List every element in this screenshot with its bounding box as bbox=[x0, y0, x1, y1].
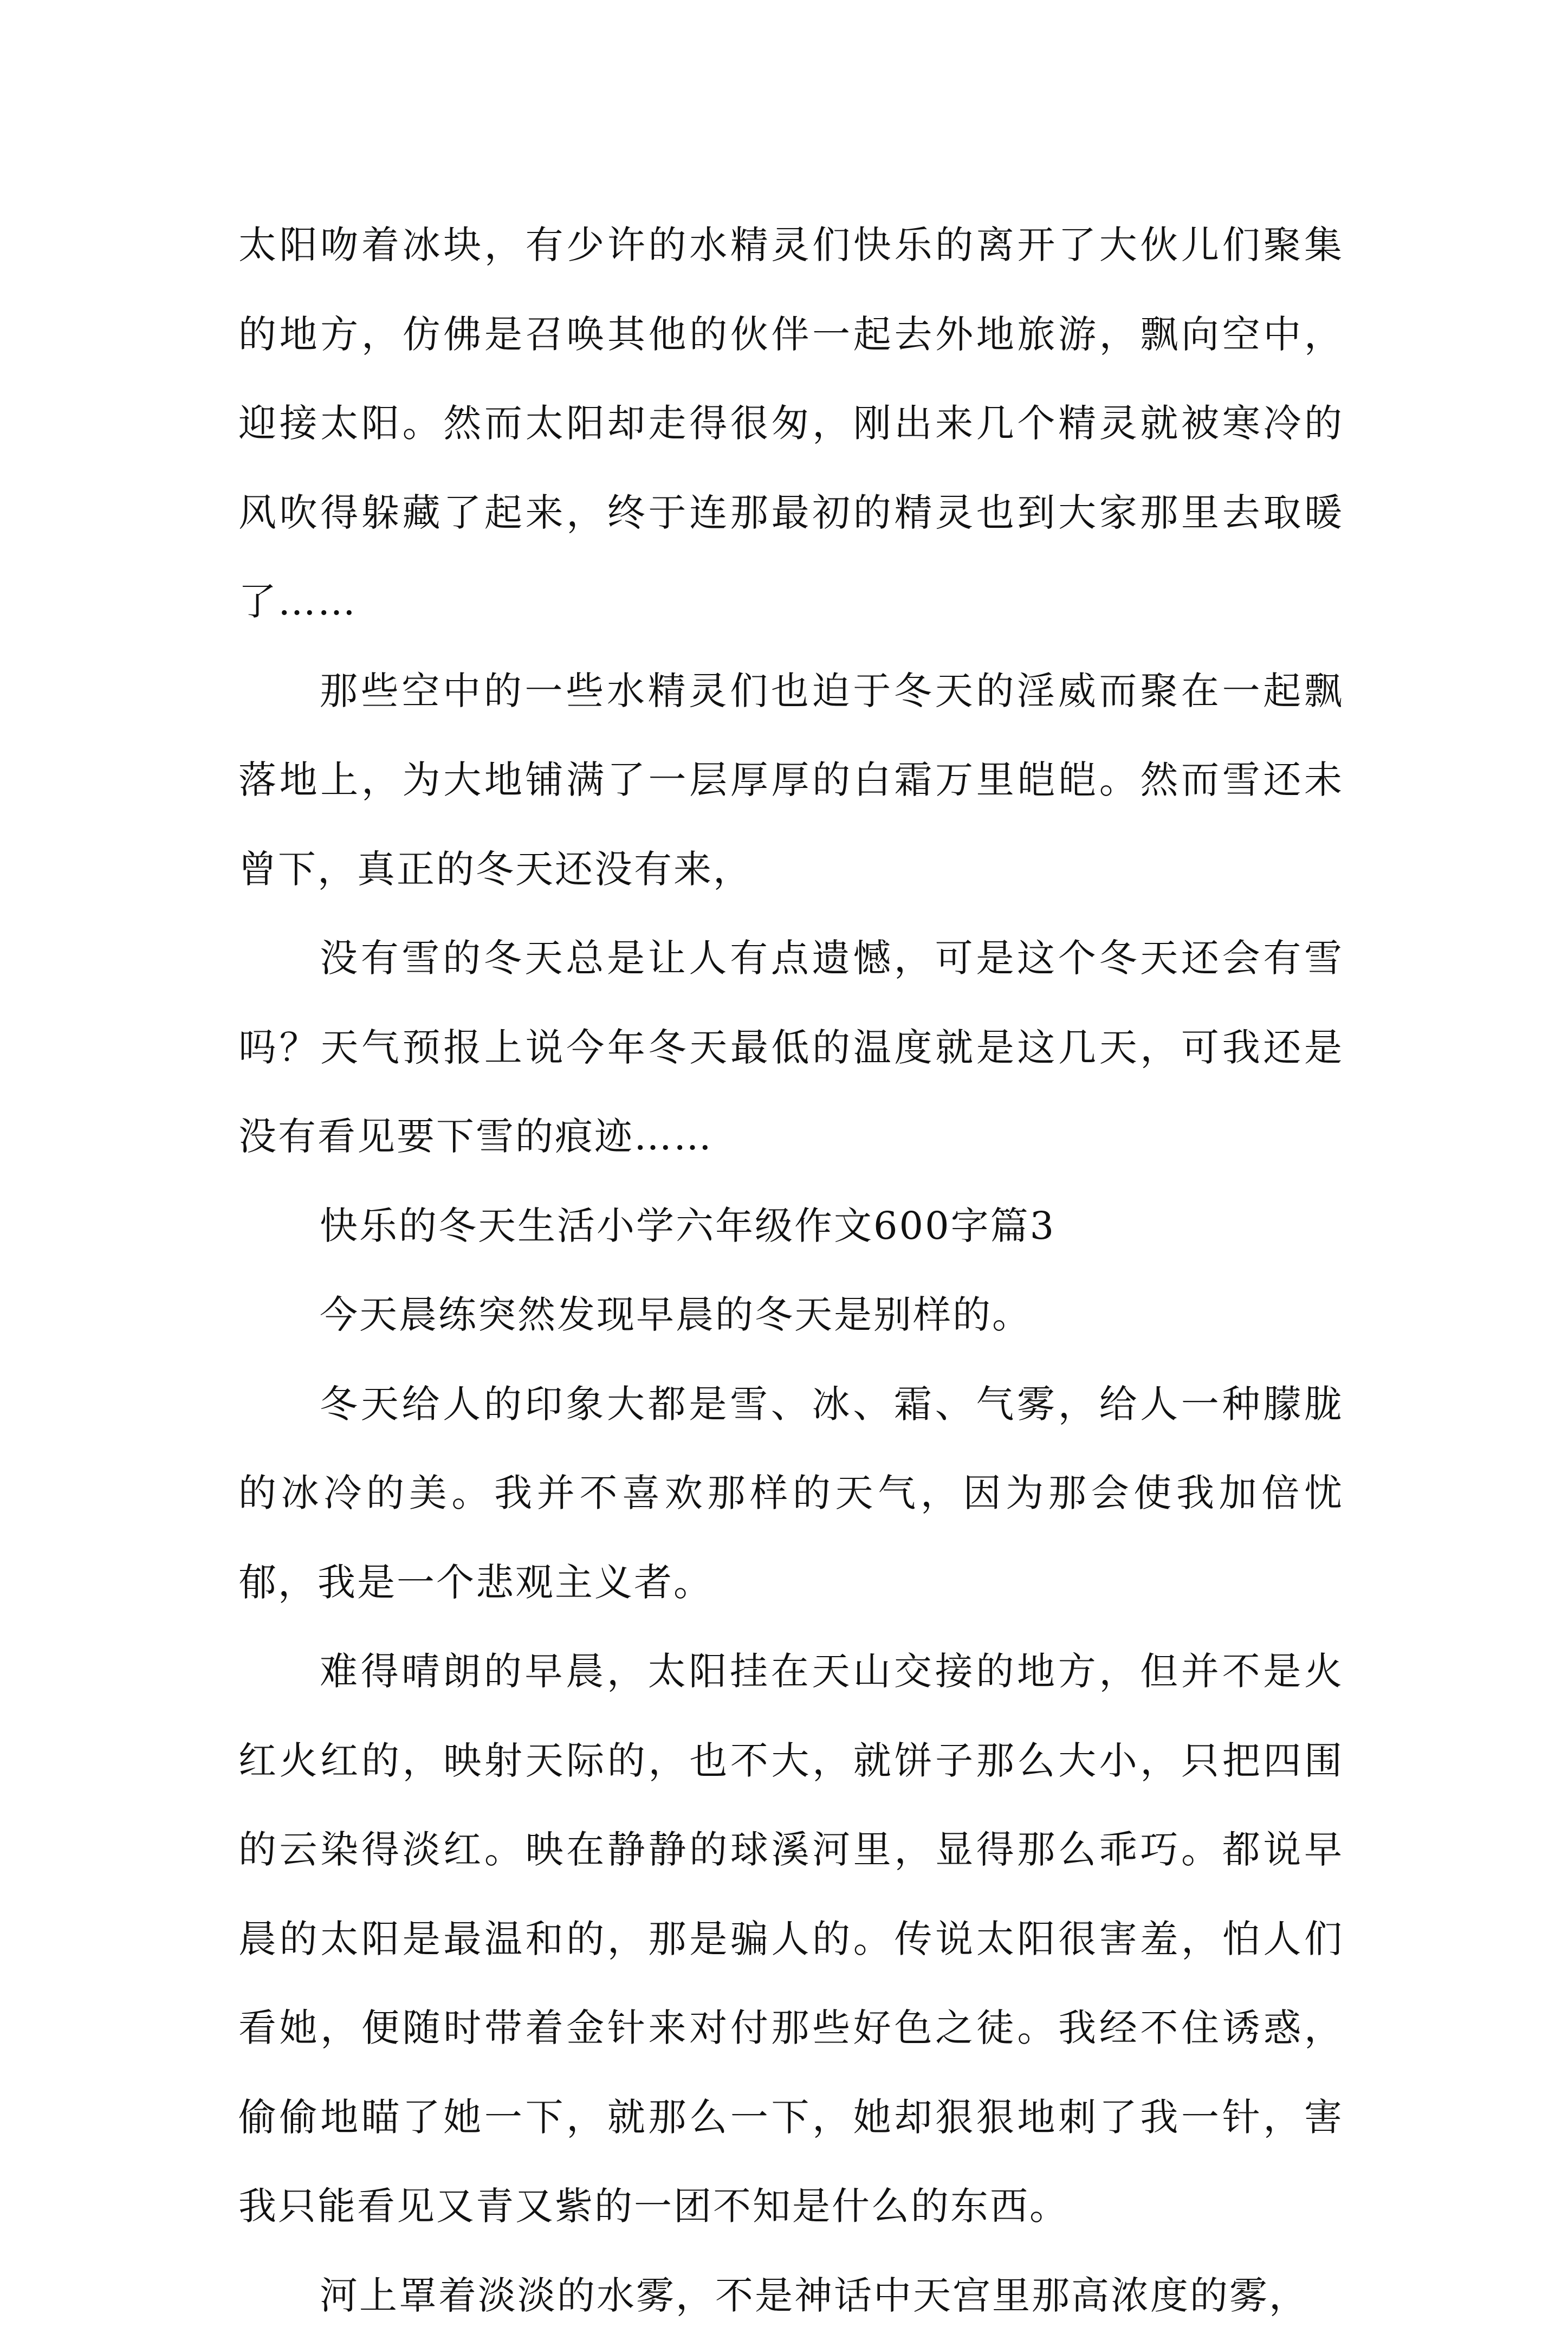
paragraph-4: 今天晨练突然发现早晨的冬天是别样的。 bbox=[238, 1270, 1344, 1360]
paragraph-7: 河上罩着淡淡的水雾，不是神话中天宫里那高浓度的雾， bbox=[238, 2251, 1344, 2340]
paragraph-6: 难得晴朗的早晨，太阳挂在天山交接的地方，但并不是火红火红的，映射天际的，也不大，就饼子那么大小，只把四围的云染得淡红。映在静静的球溪河里，显得那么乖巧。都说早晨的太阳是最温和的，那是骗人的。传说太阳很害羞，怕人们看她，便随时带着金针来对付那些好色之徒。我经不住诱惑，偷偷地瞄了她一下，就那么一下，她却狠狠地刺了我一针，害我只能看见又青又紫的一团不知是什么的东西。 bbox=[238, 1627, 1344, 2251]
paragraph-1: 太阳吻着冰块，有少许的水精灵们快乐的离开了大伙儿们聚集的地方，仿佛是召唤其他的伙伴一起去外地旅游，飘向空中，迎接太阳。然而太阳却走得很匆，刚出来几个精灵就被寒冷的风吹得躲藏了起来，终于连那最初的精灵也到大家那里去取暖了…… bbox=[238, 201, 1344, 647]
section-heading: 快乐的冬天生活小学六年级作文600字篇3 bbox=[238, 1181, 1344, 1271]
paragraph-3: 没有雪的冬天总是让人有点遗憾，可是这个冬天还会有雪吗？天气预报上说今年冬天最低的温度就是这几天，可我还是没有看见要下雪的痕迹…… bbox=[238, 914, 1344, 1181]
body-text bbox=[238, 201, 1344, 2340]
paragraph-5: 冬天给人的印象大都是雪、冰、霜、气雾，给人一种朦胧的冰冷的美。我并不喜欢那样的天气，因为那会使我加倍忧郁，我是一个悲观主义者。 bbox=[238, 1360, 1344, 1627]
paragraph-2: 那些空中的一些水精灵们也迫于冬天的淫威而聚在一起飘落地上，为大地铺满了一层厚厚的白霜万里皑皑。然而雪还未曾下，真正的冬天还没有来， bbox=[238, 647, 1344, 914]
